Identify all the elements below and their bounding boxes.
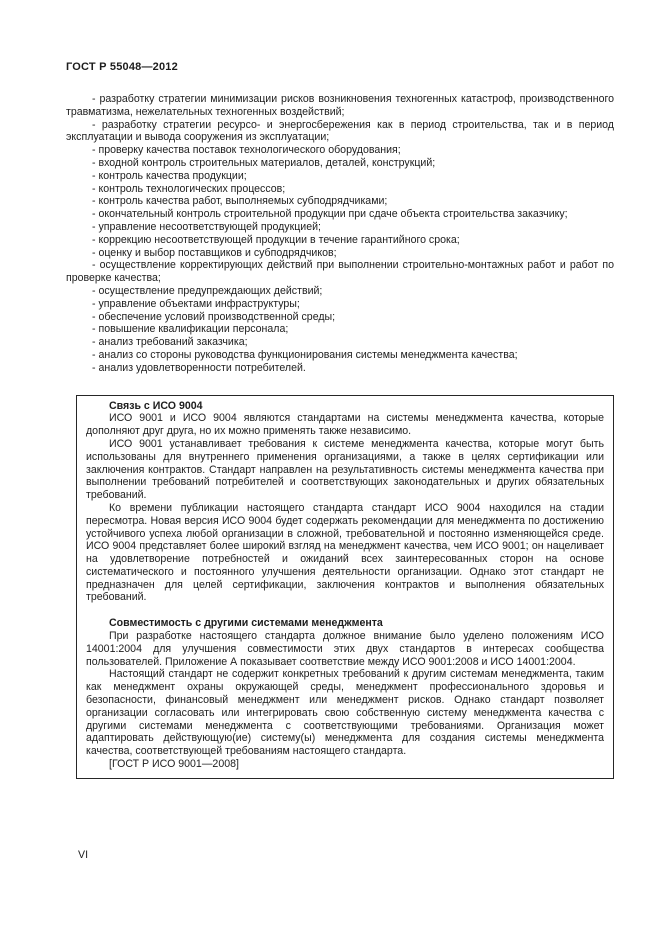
paragraph: ИСО 9001 и ИСО 9004 являются стандартами на системы менеджмента качества, которые дополняют друг друга, но их можно применять также независимо. — [86, 412, 604, 438]
paragraph: При разработке настоящего стандарта должное внимание было уделено положениям ИСО 14001:2004 для улучшения совместимости этих двух стандартов в интересах сообщества пользователей. Приложение А показывает соответствие между ИСО 9001:2008 и ИСО 14001:2004. — [86, 630, 604, 668]
list-item: - контроль качества работ, выполняемых субподрядчиками; — [92, 195, 388, 208]
list-item: - контроль качества продукции; — [92, 169, 247, 182]
list-item: - осуществление предупреждающих действий; — [92, 284, 323, 297]
list-item: - контроль технологических процессов; — [92, 182, 286, 195]
list-item: - анализ со стороны руководства функционирования системы менеджмента качества; — [92, 348, 518, 361]
list-item: - разработку стратегии ресурсо- и энергосбережения как в период строительства, так и в период эксплуатации и вывода сооружения из эксплуатации; — [66, 118, 614, 144]
list-item: - окончательный контроль строительной продукции при сдаче объекта строительства заказчику; — [92, 208, 568, 221]
section-iso-9004-link — [86, 400, 604, 605]
paragraph: ИСО 9001 устанавливает требования к системе менеджмента качества, которые могут быть использованы для внутреннего применения организациями, а также в целях сертификации или заключения контрактов. Стандарт направлен на результативность системы менеджмента качества при выполнении требований потребителей и соответствующих законодательных и других обязательных требований. — [86, 437, 604, 502]
list-item: - проверку качества поставок технологического оборудования; — [92, 144, 401, 157]
list-item: - повышение квалификации персонала; — [92, 323, 289, 336]
dash-list — [66, 93, 614, 375]
page-content — [66, 93, 614, 779]
list-item: - входной контроль строительных материалов, деталей, конструкций; — [92, 156, 436, 169]
section-heading: Связь с ИСО 9004 — [109, 399, 203, 412]
list-item: - оценку и выбор поставщиков и субподрядчиков; — [92, 246, 337, 259]
list-item: - осуществление корректирующих действий при выполнении строительно-монтажных работ и работ по проверке качества; — [66, 259, 614, 285]
list-item: - разработку стратегии минимизации рисков возникновения техногенных катастроф, производственного травматизма, нежелательных техногенных воздействий; — [66, 93, 614, 118]
paragraph: Ко времени публикации настоящего стандарта стандарт ИСО 9004 находился на стадии пересмотра. Новая версия ИСО 9004 будет содержать рекомендации для менеджмента по достижению устойчивого успеха любой организации в сложной, требовательной и постоянно изменяющейся среде. ИСО 9004 представляет более широкий взгляд на менеджмент качества, чем ИСО 9001; он нацеливает на удовлетворение потребностей и ожиданий всех заинтересованных сторон на основе систематического и постоянного улучшения деятельности организации. Однако этот стандарт не предназначен для целей сертификации, заключения контрактов и выполнения обязательных требований. — [86, 501, 604, 604]
list-item: - анализ удовлетворенности потребителей. — [92, 361, 306, 374]
list-item: - управление объектами инфраструктуры; — [92, 297, 300, 310]
list-item: - управление несоответствующей продукцией; — [92, 220, 321, 233]
source-reference: [ГОСТ Р ИСО 9001—2008] — [109, 758, 239, 771]
page-number: VI — [78, 849, 89, 861]
section-heading: Совместимость с другими системами менеджмента — [109, 617, 383, 630]
paragraph: Настоящий стандарт не содержит конкретных требований к другим системам менеджмента, таким как менеджмент охраны окружающей среды, менеджмент профессионального здоровья и безопасности, финансовый менеджмент или менеджмент рисков. Однако стандарт позволяет организации согласовать или интегрировать свою собственную систему менеджмента качества с другими системами менеджмента с соответствующими требованиями. Организация может адаптировать действующую(ие) систему(ы) менеджмента для создания системы менеджмента качества, соответствующей требованиям настоящего стандарта. — [86, 668, 604, 758]
list-item: - обеспечение условий производственной среды; — [92, 310, 336, 323]
section-compatibility — [86, 617, 604, 771]
list-item: - коррекцию несоответствующей продукции в течение гарантийного срока; — [92, 233, 460, 246]
doc-header-title: ГОСТ Р 55048—2012 — [66, 61, 178, 73]
framed-quote-box — [76, 395, 614, 779]
list-item: - анализ требований заказчика; — [92, 336, 248, 349]
